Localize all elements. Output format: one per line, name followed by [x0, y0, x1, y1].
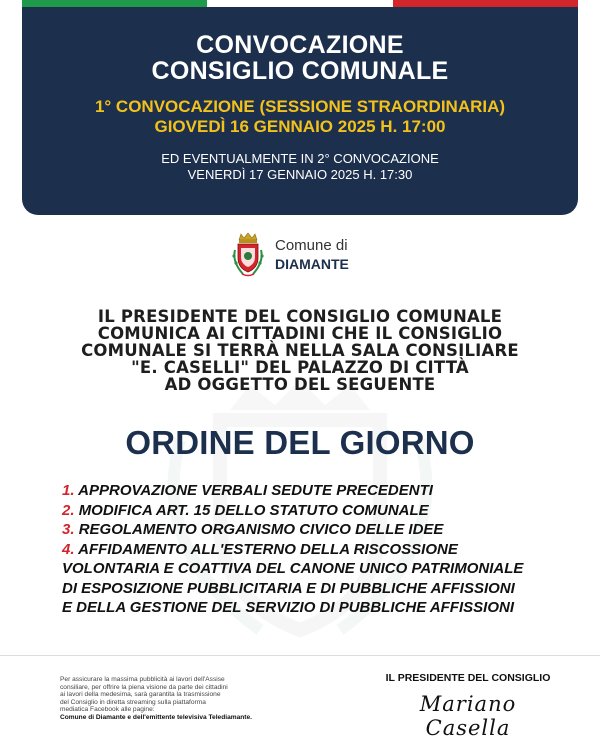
- italian-flag-stripe: [22, 0, 578, 7]
- second-convocation-date: VENERDÌ 17 GENNAIO 2025 H. 17:30: [187, 167, 413, 182]
- announcement-line: "E. CASELLI" DEL PALAZZO DI CITTÀ: [131, 358, 469, 377]
- agenda-item-number: 2.: [62, 501, 75, 519]
- agenda-item-continuation: E DELLA GESTIONE DEL SERVIZIO DI PUBBLICHE AFFISSIONI: [62, 599, 514, 616]
- logo-municipality-name: DIAMANTE: [275, 256, 349, 272]
- agenda-item: [62, 520, 582, 540]
- agenda-item-text: REGOLAMENTO ORGANISMO CIVICO DELLE IDEE: [78, 521, 444, 538]
- streaming-note-line: Per assicurare la massima pubblicità ai lavori dell'Assise: [60, 676, 225, 683]
- agenda-item-text: AFFIDAMENTO ALL'ESTERNO DELLA RISCOSSIONE: [78, 540, 458, 558]
- banner-title-line2: CONSIGLIO COMUNALE: [151, 57, 449, 85]
- flag-white-band: [207, 0, 392, 7]
- banner-title-line1: CONVOCAZIONE: [196, 31, 404, 59]
- second-convocation: [22, 151, 578, 183]
- streaming-note-line: consiliare, per offrire la piena visione da parte dei cittadini: [60, 683, 228, 691]
- agenda-list: [62, 481, 582, 618]
- first-convocation: [22, 97, 578, 137]
- agenda-item-number: 1.: [62, 482, 75, 499]
- signature-name: Mariano Casella: [419, 692, 517, 740]
- announcement-line: AD OGGETTO DEL SEGUENTE: [164, 375, 436, 394]
- streaming-note-line: mediatica Facebook alle pagine:: [60, 706, 155, 713]
- agenda-item: [62, 501, 582, 521]
- header-banner: [22, 7, 578, 215]
- flag-red-band: [393, 0, 578, 7]
- coat-of-arms-icon: [229, 232, 267, 278]
- streaming-note-line: ai lavori della medesima, sarà garantita la trasmissione: [60, 691, 221, 698]
- agenda-item-continuation: DI ESPOSIZIONE PUBBLICITARIA E DI PUBBLICHE AFFISSIONI: [62, 579, 515, 597]
- first-convocation-date: GIOVEDÌ 16 GENNAIO 2025 H. 17:00: [154, 117, 446, 136]
- agenda-item-text: MODIFICA ART. 15 DELLO STATUTO COMUNALE: [78, 501, 429, 519]
- announcement-line: COMUNALE SI TERRÀ NELLA SALA CONSILIARE: [81, 341, 519, 360]
- signature-block: [383, 672, 553, 740]
- flag-green-band: [22, 0, 207, 7]
- signature-role: IL PRESIDENTE DEL CONSIGLIO: [385, 672, 551, 684]
- municipality-logo: [229, 232, 349, 278]
- banner-title: [22, 32, 578, 84]
- second-convocation-line1: ED EVENTUALMENTE IN 2° CONVOCAZIONE: [161, 151, 439, 166]
- first-convocation-line1: 1° CONVOCAZIONE (SESSIONE STRAORDINARIA): [94, 97, 506, 116]
- streaming-note-pages: Comune di Diamante e dell'emittente televisiva Telediamante.: [60, 713, 252, 721]
- agenda-item-text: APPROVAZIONE VERBALI SEDUTE PRECEDENTI: [78, 482, 433, 499]
- streaming-note: [60, 676, 320, 721]
- announcement-line: IL PRESIDENTE DEL CONSIGLIO COMUNALE: [97, 307, 503, 326]
- agenda-item: [62, 540, 582, 560]
- agenda-title: ORDINE DEL GIORNO: [125, 424, 475, 461]
- logo-line1: Comune di: [275, 237, 348, 254]
- agenda-item-number: 4.: [62, 540, 75, 558]
- agenda-item-number: 3.: [62, 521, 75, 538]
- agenda-item-continuation: VOLONTARIA E COATTIVA DEL CANONE UNICO PATRIMONIALE: [62, 560, 524, 577]
- agenda-item: [62, 481, 582, 501]
- streaming-note-line: del Consiglio in diretta streaming sulla piattaforma: [60, 698, 206, 706]
- announcement-text: [30, 308, 570, 393]
- footer-divider: [0, 655, 600, 656]
- announcement-line: COMUNICA AI CITTADINI CHE IL CONSIGLIO: [97, 324, 503, 343]
